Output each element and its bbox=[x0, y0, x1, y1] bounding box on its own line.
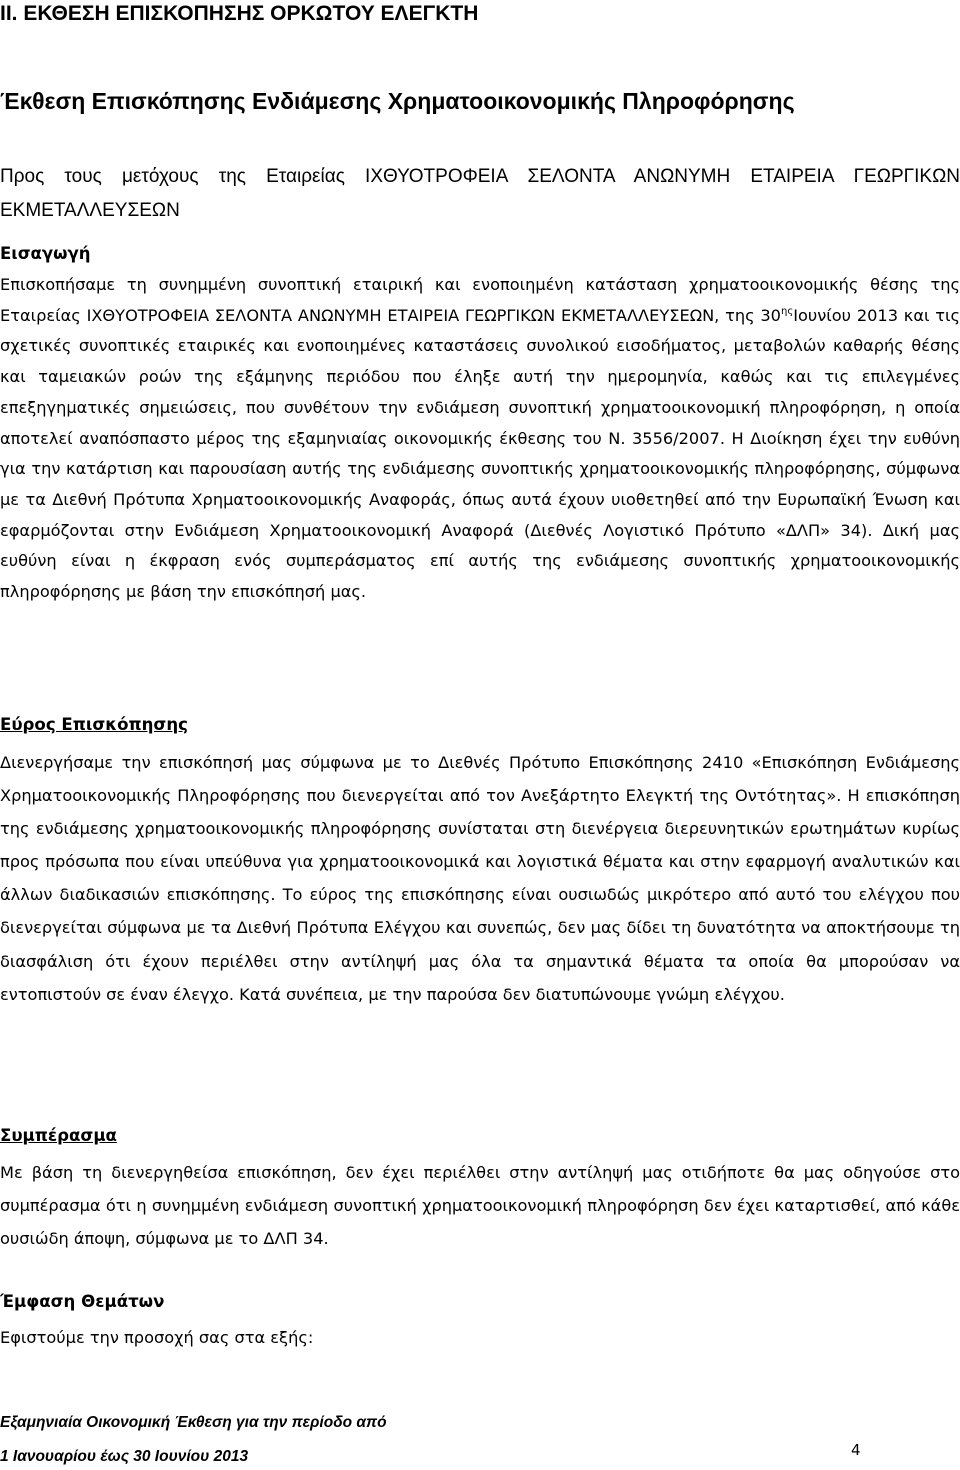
addressee-line-2: ΕΚΜΕΤΑΛΛΕΥΣΕΩΝ bbox=[0, 200, 180, 221]
intro-text-part-1: Επισκοπήσαμε τη συνημμένη συνοπτική εταιρική και ενοποιημένη κατάσταση χρηματοοικονομικής θέσης της Εταιρείας ΙΧΘΥΟΤΡΟΦΕΙΑ ΣΕΛΟΝΤΑ ΑΝΩΝΥΜΗ ΕΤΑΙΡΕΙΑ ΓΕΩΡΓΙΚΩΝ ΕΚΜΕΤΑΛΛΕΥΣΕΩΝ, της 30 bbox=[0, 275, 960, 325]
scope-heading: Εύρος Επισκόπησης bbox=[0, 715, 188, 734]
section-header: ΙΙ. ΕΚΘΕΣΗ ΕΠΙΣΚΟΠΗΣΗΣ ΟΡΚΩΤΟΥ ΕΛΕΓΚΤΗ bbox=[0, 2, 479, 25]
scope-paragraph: Διενεργήσαμε την επισκόπησή μας σύμφωνα με το Διεθνές Πρότυπο Επισκόπησης 2410 «Επισκόπηση Ενδιάμεσης Χρηματοοικονομικής Πληροφόρησης που διενεργείται από τον Ανεξάρτητο Ελεγκτή της Οντότητας». Η επισκόπηση της ενδιάμεσης χρηματοοικονομικής πληροφόρησης συνίσταται στη διενέργεια διερευνητικών ερωτημάτων κυρίως προς πρόσωπα που είναι υπεύθυνα για χρηματοοικονομικά και λογιστικά θέματα και στην εφαρμογή αναλυτικών και άλλων διαδικασιών επισκόπησης. Το εύρος της επισκόπησης είναι ουσιωδώς μικρότερο από αυτό του ελέγχου που διενεργείται σύμφωνα με τα Διεθνή Πρότυπα Ελέγχου και συνεπώς, δεν μας δίδει τη δυνατότητα να αποκτήσουμε τη διασφάλιση ότι έχουν περιέλθει στην αντίληψή μας όλα τα σημαντικά θέματα τα οποία θα μπορούσαν να εντοπιστούν σε έναν έλεγχο. Κατά συνέπεια, με την παρούσα δεν διατυπώνουμε γνώμη ελέγχου. bbox=[0, 753, 960, 1004]
conclusion-paragraph: Με βάση τη διενεργηθείσα επισκόπηση, δεν έχει περιέλθει στην αντίληψή μας οτιδήποτε θα μας οδηγούσε στο συμπέρασμα ότι η συνημμένη ενδιάμεση συνοπτική χρηματοοικονομική πληροφόρηση δεν έχει καταρτισθεί, από κάθε ουσιώδη άποψη, σύμφωνα με το ΔΛΠ 34. bbox=[0, 1163, 960, 1249]
emphasis-heading: Έμφαση Θεμάτων bbox=[0, 1292, 165, 1311]
footer-line-2: 1 Ιανουαρίου έως 30 Ιουνίου 2013 bbox=[0, 1448, 249, 1465]
addressee-line-1: Προς τους μετόχους της Εταιρείας ΙΧΘΥΟΤΡΟΦΕΙΑ ΣΕΛΟΝΤΑ ΑΝΩΝΥΜΗ ΕΤΑΙΡΕΙΑ ΓΕΩΡΓΙΚΩΝ bbox=[0, 166, 960, 187]
intro-superscript: ης bbox=[781, 305, 794, 317]
footer-line-1: Εξαμηνιαία Οικονομική Έκθεση για την περίοδο από bbox=[0, 1414, 387, 1431]
report-title: Έκθεση Επισκόπησης Ενδιάμεσης Χρηματοοικονομικής Πληροφόρησης bbox=[0, 88, 795, 114]
intro-paragraph bbox=[0, 270, 960, 608]
intro-text-part-2: Ιουνίου 2013 και τις σχετικές συνοπτικές εταιρικές και ενοποιημένες καταστάσεις συνολικού εισοδήματος, μεταβολών καθαρής θέσης και ταμειακών ροών της εξάμηνης περιόδου που έληξε αυτή την ημερομηνία, καθώς και τις επιλεγμένες επεξηγηματικές σημειώσεις, που συνθέτουν την ενδιάμεση συνοπτική χρηματοοικονομική πληροφόρηση, η οποία αποτελεί αναπόσπαστο μέρος της εξαμηνιαίας οικονομικής έκθεσης του Ν. 3556/2007. Η Διοίκηση έχει την ευθύνη για την κατάρτιση και παρουσίαση αυτής της ενδιάμεσης συνοπτικής χρηματοοικονομικής πληροφόρησης, σύμφωνα με τα Διεθνή Πρότυπα Χρηματοοικονομικής Αναφοράς, όπως αυτά έχουν υιοθετηθεί από την Ευρωπαϊκή Ένωση και εφαρμόζονται στην Ενδιάμεση Χρηματοοικονομική Αναφορά (Διεθνές Λογιστικό Πρότυπο «ΔΛΠ» 34). Δική μας ευθύνη είναι η έκφραση ενός συμπεράσματος επί αυτής της ενδιάμεσης συνοπτικής χρηματοοικονομικής πληροφόρησης με βάση την επισκόπησή μας. bbox=[0, 305, 960, 602]
page-number: 4 bbox=[851, 1441, 861, 1459]
intro-heading: Εισαγωγή bbox=[0, 244, 91, 263]
emphasis-text: Εφιστούμε την προσοχή σας στα εξής: bbox=[0, 1328, 314, 1347]
conclusion-heading: Συμπέρασμα bbox=[0, 1126, 117, 1145]
